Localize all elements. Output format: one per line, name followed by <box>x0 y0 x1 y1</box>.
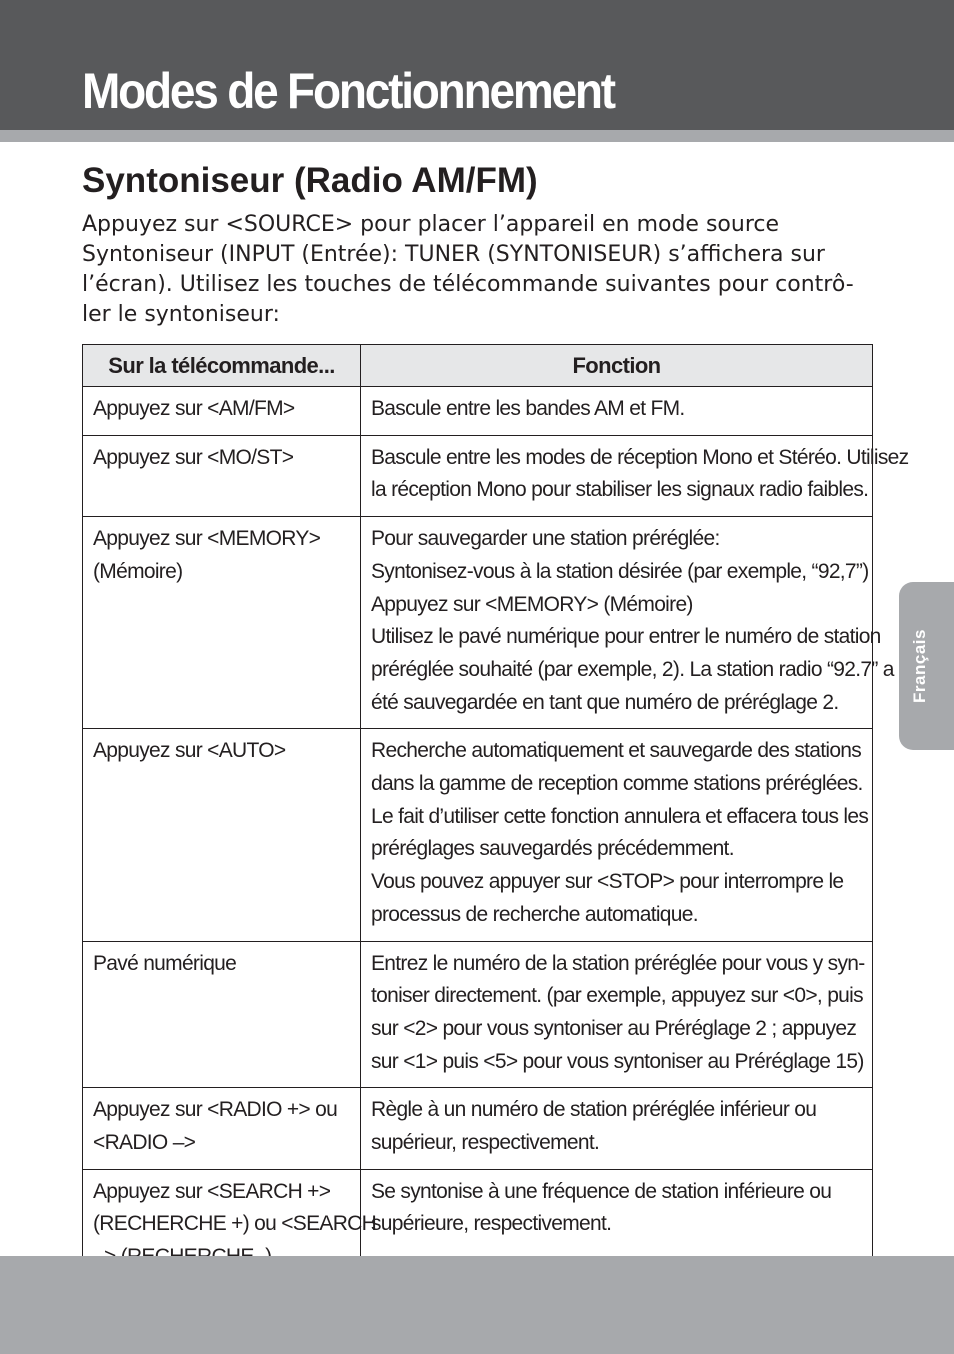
language-tab-label: Français <box>910 629 929 703</box>
intro-line: l’écran). Utilisez les touches de télécommande suivantes pour contrô- <box>82 272 854 297</box>
column-header-remote: Sur la télécommande... <box>83 345 361 387</box>
function-cell-line: Recherche automatiquement et sauvegarde des stations <box>371 739 862 763</box>
column-header-function: Fonction <box>361 345 873 387</box>
function-cell <box>361 435 909 516</box>
function-cell <box>361 729 873 941</box>
remote-control-cell-line: Pavé numérique <box>93 951 237 975</box>
remote-control-cell-line: Appuyez sur <AM/FM> <box>93 397 295 420</box>
function-cell-line: toniser directement. (par exemple, appuyez sur <0>, puis <box>371 984 863 1008</box>
table-row <box>83 1088 873 1169</box>
remote-control-cell-line: Appuyez sur <SEARCH +> <box>93 1179 331 1203</box>
table-row <box>83 517 873 729</box>
function-cell <box>361 1088 873 1169</box>
function-cell-line: la réception Mono pour stabiliser les signaux radio faibles. <box>371 478 869 502</box>
function-cell-line: été sauvegardée en tant que numéro de préréglage 2. <box>371 690 839 714</box>
function-cell <box>361 387 873 436</box>
function-cell-line: Pour sauvegarder une station préréglée: <box>371 527 720 551</box>
remote-control-cell <box>83 729 361 941</box>
table-body <box>83 387 909 1284</box>
footer-band <box>0 1256 954 1354</box>
table-row <box>83 387 873 436</box>
function-cell-line: supérieur, respectivement. <box>371 1131 600 1155</box>
function-cell-line: processus de recherche automatique. <box>371 902 698 926</box>
remote-control-cell <box>83 435 361 516</box>
function-cell-line: Le fait d’utiliser cette fonction annulera et effacera tous les <box>371 804 869 828</box>
function-cell <box>361 941 873 1088</box>
remote-controls-table <box>82 344 909 1284</box>
remote-control-cell-line: (Mémoire) <box>93 559 183 583</box>
function-cell-line: Appuyez sur <MEMORY> (Mémoire) <box>371 592 693 616</box>
intro-paragraph <box>82 210 872 330</box>
section-title: Syntoniseur (Radio AM/FM) <box>82 161 538 200</box>
remote-control-cell-line: (RECHERCHE +) ou <SEARCH <box>93 1212 377 1236</box>
function-cell-line: dans la gamme de reception comme stations préréglées. <box>371 772 863 796</box>
function-cell-line: Entrez le numéro de la station préréglée pour vous y syn- <box>371 951 865 975</box>
table-row <box>83 729 873 941</box>
remote-control-cell <box>83 941 361 1088</box>
page-title: Modes de Fonctionnement <box>82 63 614 119</box>
remote-control-cell <box>83 1088 361 1169</box>
remote-control-cell-line: Appuyez sur <RADIO +> ou <box>93 1098 338 1122</box>
function-cell-line: sur <2> pour vous syntoniser au Préréglage 2 ; appuyez <box>371 1016 857 1040</box>
function-cell-line: préréglée souhaité (par exemple, 2). La station radio “92.7” a <box>371 657 894 681</box>
table-row <box>83 435 873 516</box>
table-row <box>83 941 873 1088</box>
function-cell-line: Règle à un numéro de station préréglée inférieur ou <box>371 1098 817 1122</box>
function-cell-line: supérieure, respectivement. <box>371 1212 612 1236</box>
function-cell-line: Se syntonise à une fréquence de station inférieure ou <box>371 1179 832 1203</box>
function-cell-line: Utilisez le pavé numérique pour entrer le numéro de station <box>371 625 881 649</box>
function-cell-line: Syntonisez-vous à la station désirée (par exemple, “92,7”) <box>371 559 869 583</box>
remote-control-cell-line: Appuyez sur <MEMORY> <box>93 527 321 551</box>
function-cell-line: Bascule entre les modes de réception Mono et Stéréo. Utilisez <box>371 445 909 469</box>
function-cell-line: Vous pouvez appuyer sur <STOP> pour interrompre le <box>371 870 844 894</box>
remote-control-cell <box>83 517 361 729</box>
table-header-row <box>83 345 873 387</box>
intro-line: Appuyez sur <SOURCE> pour placer l’appareil en mode source <box>82 212 780 237</box>
function-cell-line: Bascule entre les bandes AM et FM. <box>371 397 685 420</box>
intro-line: Syntoniseur (INPUT (Entrée): TUNER (SYNTONISEUR) s’affichera sur <box>82 242 825 267</box>
function-cell <box>361 517 894 729</box>
function-cell-line: sur <1> puis <5> pour vous syntoniser au Préréglage 15) <box>371 1049 864 1073</box>
remote-control-cell-line: Appuyez sur <AUTO> <box>93 739 286 763</box>
remote-control-cell-line: Appuyez sur <MO/ST> <box>93 445 294 469</box>
header-stripe <box>0 130 954 142</box>
intro-line: ler le syntoniseur: <box>82 302 280 327</box>
function-cell-line: préréglages sauvegardés précédemment. <box>371 837 734 861</box>
remote-control-cell <box>83 387 361 436</box>
remote-control-cell-line: <RADIO –> <box>93 1131 196 1155</box>
